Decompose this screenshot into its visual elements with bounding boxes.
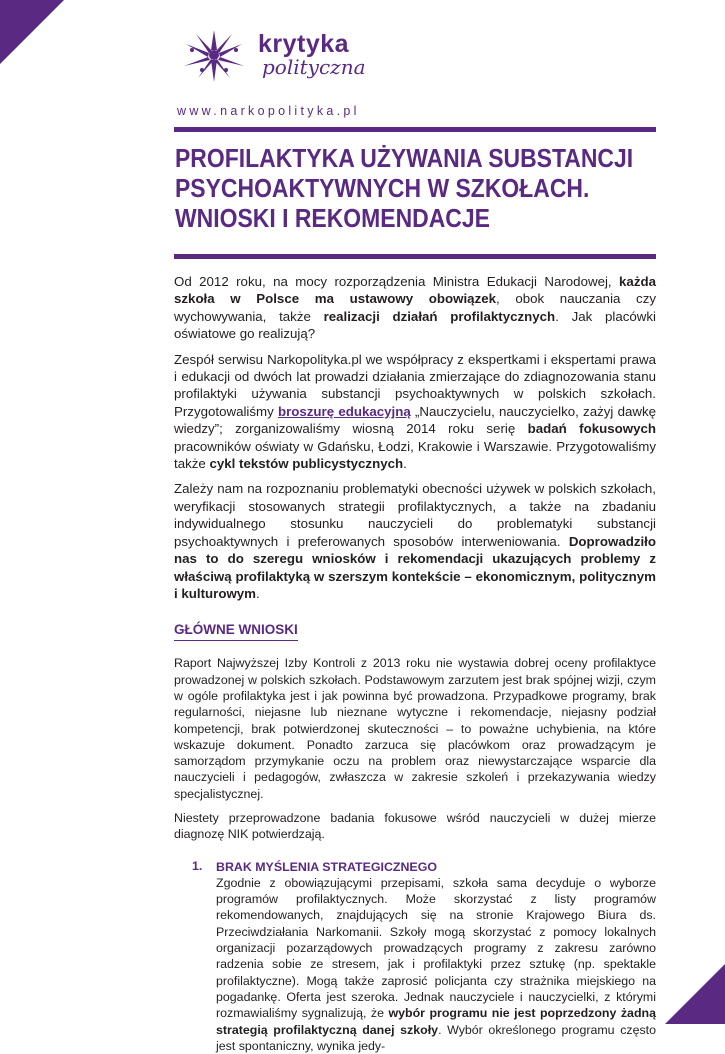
corner-decoration-bottom-right (665, 964, 725, 1024)
page-title (175, 144, 634, 234)
intro-paragraph-3 (174, 480, 656, 602)
text-run: Zgodnie z obowiązującymi przepisami, szkoła sama decyduje o wyborze programów profilaktycznych. Może skorzystać z listy programów rekomendowanych, znajdujących się na stronie Krajowego Biura ds. Przeciwdziałania Narkomanii. Szkoły mogą skorzystać z pomocy lokalnych organizacji pozarządowych prowadzących programy z zakresu zarówno radzenia sobie ze stresem, jak i profilaktyki przez sztukę (np. spektakle profilaktyczne). Mogą także zaprosić policjanta czy strażnika miejskiego na pogadankę. Oferta jest szeroka. Jednak nauczyciele i nauczycielki, z którymi rozmawialiśmy sygnalizują, że (216, 875, 656, 1021)
section-heading-main-conclusions: GŁÓWNE WNIOSKI (174, 622, 298, 641)
text-run: pracowników oświaty w Gdańsku, Łodzi, Krakowie i Warszawie. Przygotowaliśmy także (174, 438, 656, 472)
krytyka-polityczna-logo[interactable] (182, 30, 372, 82)
conclusion-item-1 (174, 859, 656, 1054)
text-run: . (256, 585, 260, 601)
intro-paragraph-2 (174, 351, 656, 473)
text-run: „Nauczycielu, nauczycielko, zażyj dawkę wiedzy”; zorganizowaliśmy wiosną 2014 roku serię (174, 403, 657, 437)
stylized-star-plant-icon (182, 30, 246, 82)
item-body (216, 875, 656, 1054)
bold-run: cykl tekstów publicystycznych (209, 456, 404, 472)
corner-decoration-top-left (0, 0, 64, 64)
logo-wordmark-top: krytyka (258, 30, 350, 58)
title-line-2: PSYCHOAKTYWNYCH W SZKOŁACH. (175, 175, 590, 203)
intro-paragraph-1 (174, 273, 656, 343)
brochure-link[interactable]: broszurę edukacyjną (277, 403, 411, 419)
logo-wordmark-bottom: polityczna (262, 55, 366, 79)
text-run: Zależy nam na rozpoznaniu problematyki obecności używek w polskich szkołach, weryfikacji stosowanych strategii profilaktycznych, a także na zbadaniu indywidualnego stosunku nauczycieli do problematyki substancji psychoaktywnych i preferowanych sposobów interweniowania. (174, 481, 656, 549)
text-run: . Jak placówki oświatowe go realizują? (174, 308, 656, 342)
text-run: , obok nauczania czy wychowywania, także (174, 291, 656, 324)
title-line-3: WNIOSKI I REKOMENDACJE (175, 205, 490, 233)
website-url[interactable]: www.narkopolityka.pl (177, 104, 360, 118)
divider-bottom (174, 254, 656, 259)
item-title: BRAK MYŚLENIA STRATEGICZNEGO (216, 859, 437, 874)
text-run: . Wybór określonego programu często jest spontaniczny, wynika jedy- (216, 1022, 656, 1053)
bold-run: realizacji działań profilaktycznych (323, 308, 556, 324)
text-run: . (403, 456, 407, 472)
divider-top (174, 127, 656, 132)
text-run: Zespół serwisu Narkopolityka.pl we współpracy z ekspertkami i ekspertami prawa i edukacji od dwóch lat prowadzi działania zmierzające do zdiagnozowania stanu profilaktyki używania substancji psychoaktywnych w polskich szkołach. Przygotowaliśmy (174, 351, 656, 419)
conclusions-paragraph-2: Niestety przeprowadzone badania fokusowe wśród nauczycieli w dużej mierze diagnozę NIK potwierdzają. (174, 810, 656, 842)
item-number: 1. (192, 858, 203, 873)
article-body (174, 273, 656, 1054)
conclusions-paragraph-1: Raport Najwyższej Izby Kontroli z 2013 roku nie wystawia dobrej oceny profilaktyce prowadzonej w polskich szkołach. Podstawowym zarzutem jest brak spójnej wizji, czym w ogóle profilaktyka jest i jak powinna być prowadzona. Przypadkowe programy, brak regularności, niejasne lub nieznane wytyczne i rekomendacje, niejasny podział kompetencji, brak potwierdzonej skuteczności – to poważne uchybienia, na które wskazuje dokument. Ponadto zarzuca się placówkom oraz prowadzącym je samorządom przymykanie oczu na problem oraz niewystarczające wsparcie dla nauczycieli i pedagogów, zwłaszcza w zakresie szkoleń i przekazywania wiedzy specjalistycznej. (174, 656, 656, 801)
title-line-1: PROFILAKTYKA UŻYWANIA SUBSTANCJI (175, 145, 634, 173)
bold-run: Doprowadziło nas to do szeregu wniosków i rekomendacji ukazujących problemy z właściwą profilaktyką w szerszym kontekście – ekonomicznym, politycznym i kulturowym (174, 533, 656, 601)
bold-run: wybór programu nie jest poprzedzony żadną strategią profilaktyczną danej szkoły (216, 1006, 656, 1037)
text-run: Od 2012 roku, na mocy rozporządzenia Ministra Edukacji Narodowej, (174, 274, 620, 289)
bold-run: badań fokusowych (527, 421, 656, 437)
bold-run: każda szkoła w Polsce ma ustawowy obowiązek (174, 274, 656, 307)
